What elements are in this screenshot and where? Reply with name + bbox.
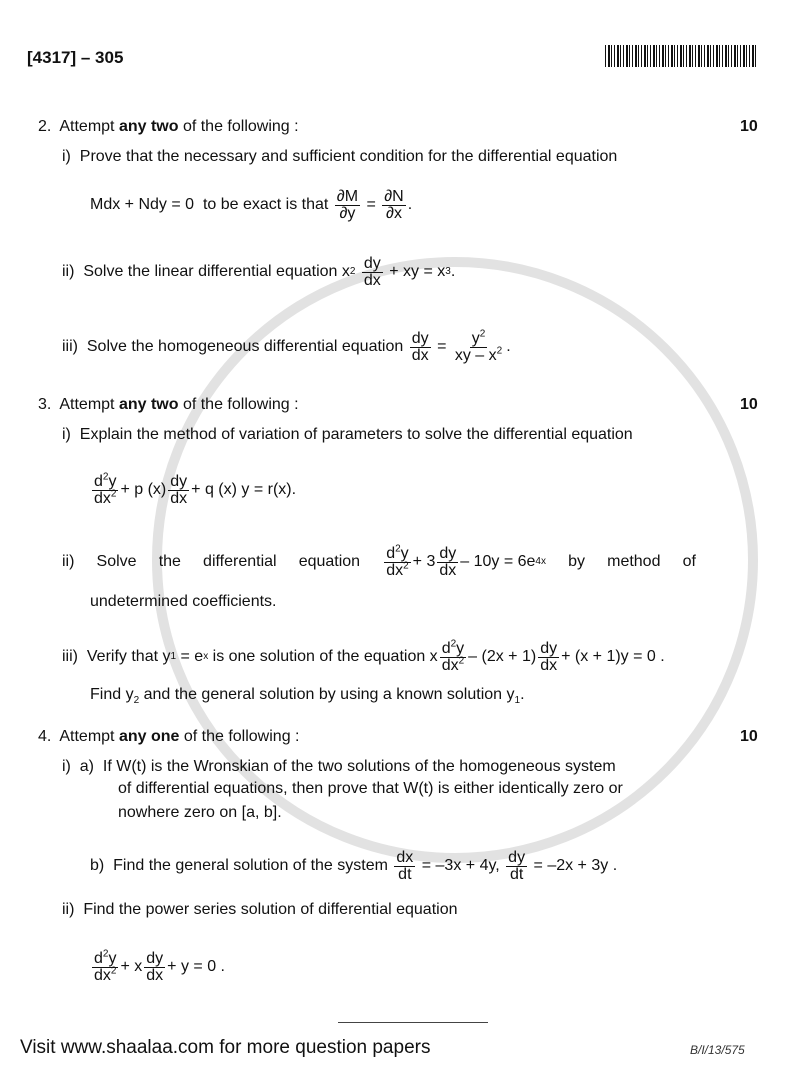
question-line bbox=[62, 900, 457, 920]
numerator bbox=[538, 641, 559, 658]
fraction bbox=[506, 850, 527, 883]
superscript: 2 bbox=[450, 638, 457, 650]
superscript: 2 bbox=[458, 655, 465, 667]
fraction bbox=[440, 638, 466, 674]
text-run: ∂x bbox=[386, 204, 402, 222]
numerator bbox=[506, 850, 527, 867]
text-run: y bbox=[456, 639, 465, 657]
text-run: dx bbox=[94, 966, 111, 984]
text-run: d bbox=[94, 472, 103, 490]
denominator bbox=[144, 968, 165, 984]
superscript: 2 bbox=[395, 543, 401, 555]
denominator bbox=[337, 206, 357, 222]
denominator bbox=[437, 563, 458, 579]
text-run: undetermined coefficients. bbox=[90, 593, 277, 610]
marks: 10 bbox=[740, 728, 758, 745]
text-run: i) Prove that the necessary and sufficient condition for the differential equation bbox=[62, 148, 618, 165]
numerator bbox=[470, 328, 488, 348]
text-run: dx bbox=[146, 966, 164, 984]
text-run: ∂N bbox=[384, 187, 404, 205]
text-run: ii) bbox=[62, 553, 75, 570]
question-line bbox=[62, 757, 616, 777]
text-run: dy bbox=[508, 848, 526, 866]
text-run: 4. Attempt bbox=[38, 728, 119, 745]
superscript: 2 bbox=[110, 965, 117, 977]
fraction bbox=[384, 543, 410, 579]
denominator bbox=[410, 348, 431, 364]
text-run: + x bbox=[120, 958, 143, 975]
fraction bbox=[382, 189, 405, 222]
numerator bbox=[394, 850, 415, 867]
question-line: iii) Verify that y 1 = e x is one solution of the equation x $\frac{d^2y}{dx^2}$ – (2x + 1) $\frac{dy}{dx}$ + (x + 1)y = 0 . bbox=[62, 638, 665, 674]
superscript: 2 bbox=[403, 560, 409, 572]
barcode bbox=[605, 45, 758, 67]
bold-text: any one bbox=[118, 728, 180, 745]
text-run: y bbox=[108, 949, 117, 967]
text-run bbox=[355, 262, 359, 282]
numerator bbox=[362, 256, 383, 273]
denominator bbox=[384, 560, 410, 579]
bold-text: any two bbox=[118, 396, 179, 413]
text-run: dy bbox=[170, 472, 188, 490]
question-line bbox=[62, 425, 633, 445]
superscript: 2 bbox=[479, 328, 486, 340]
text-run: ∂y bbox=[339, 204, 356, 222]
text-run: + 3 bbox=[412, 553, 436, 570]
superscript: 2 bbox=[102, 948, 109, 960]
numerator bbox=[382, 189, 405, 206]
text-run: dx bbox=[363, 271, 381, 289]
text-run: nowhere zero on [a, b]. bbox=[118, 804, 282, 821]
question-line bbox=[38, 117, 299, 137]
text-run: + (x + 1)y = 0 . bbox=[561, 648, 665, 665]
text-run: ∂M bbox=[336, 187, 359, 205]
fraction bbox=[144, 951, 165, 984]
text-run: equation bbox=[298, 553, 361, 570]
text-run: xy – x bbox=[454, 346, 497, 364]
text-run: by bbox=[568, 553, 585, 570]
text-run: ii) Solve the linear differential equation x bbox=[62, 263, 350, 280]
text-run: dx bbox=[411, 346, 429, 364]
text-run: . bbox=[520, 686, 525, 703]
text-run: . bbox=[506, 338, 511, 355]
denominator bbox=[396, 867, 413, 883]
text-run: = e bbox=[176, 648, 204, 665]
question-line bbox=[90, 188, 412, 222]
fraction bbox=[168, 474, 189, 507]
text-run: = –3x + 4y, bbox=[417, 857, 505, 874]
text-run: d bbox=[441, 639, 451, 657]
fraction bbox=[335, 189, 360, 222]
fraction bbox=[394, 850, 415, 883]
fraction bbox=[92, 471, 118, 507]
text-run: dx bbox=[396, 848, 414, 866]
text-run: dx bbox=[540, 656, 558, 674]
text-run: dy bbox=[411, 329, 429, 347]
text-run: the bbox=[158, 553, 181, 570]
text-run: dx bbox=[386, 561, 404, 579]
fraction bbox=[437, 546, 458, 579]
text-run: . bbox=[407, 196, 413, 213]
superscript: 2 bbox=[102, 471, 109, 483]
subscript: 1 bbox=[514, 695, 521, 707]
question-line bbox=[90, 685, 525, 705]
text-run: . bbox=[450, 263, 456, 280]
text-run: of the following : bbox=[178, 396, 299, 413]
text-run: dx bbox=[94, 489, 111, 507]
paper-code bbox=[27, 48, 123, 68]
fraction bbox=[538, 641, 559, 674]
text-run: + q (x) y = r(x). bbox=[191, 481, 297, 498]
text-run: d bbox=[94, 949, 103, 967]
subscript: 2 bbox=[133, 695, 140, 707]
text-run: dy bbox=[146, 949, 164, 967]
fraction bbox=[453, 328, 504, 364]
question-line: ii) Solve the linear differential equation x 2 $\frac{dy}{dx}$ + xy = x 3 . bbox=[62, 254, 456, 289]
text-run: iii) Verify that y bbox=[62, 648, 171, 665]
marks: 10 bbox=[740, 396, 758, 413]
text-run: = bbox=[432, 338, 451, 355]
text-run: – (2x + 1) bbox=[468, 648, 537, 665]
text-run: Solve bbox=[96, 553, 137, 570]
text-run: y bbox=[400, 544, 409, 562]
text-run: y bbox=[471, 329, 480, 347]
text-run: + y = 0 . bbox=[167, 958, 225, 975]
math-group: $\frac{d^2y}{dx^2}$ + 3 $\frac{dy}{dx}$ – 10y = 6e 4x bbox=[386, 543, 546, 579]
question-line bbox=[118, 779, 623, 799]
text-run: = –2x + 3y . bbox=[529, 857, 618, 874]
question-line bbox=[38, 727, 299, 747]
text-run: i) Explain the method of variation of parameters to solve the differential equation bbox=[62, 426, 633, 443]
footer-ref: B/I/13/575 bbox=[690, 1043, 745, 1057]
text-run: – 10y = 6e bbox=[460, 553, 536, 570]
denominator bbox=[362, 273, 383, 289]
question-line bbox=[90, 849, 617, 883]
question-line bbox=[90, 473, 296, 507]
text-run: dt bbox=[398, 865, 412, 883]
text-run: Mdx + Ndy = 0 to be exact is that bbox=[90, 196, 333, 213]
question-line bbox=[62, 147, 617, 167]
question-line bbox=[90, 950, 225, 984]
denominator bbox=[168, 491, 189, 507]
numerator bbox=[335, 189, 360, 206]
question-line bbox=[38, 395, 299, 415]
text-run: dx bbox=[441, 656, 459, 674]
text-run: of the following : bbox=[179, 728, 300, 745]
denominator bbox=[538, 658, 559, 674]
text-run: i) a) If W(t) is the Wronskian of the two solutions of the homogeneous system bbox=[62, 758, 616, 775]
text-run: + xy = x bbox=[384, 263, 446, 280]
text-run: 2. Attempt bbox=[38, 118, 119, 135]
text-run: dy bbox=[363, 254, 381, 272]
text-run: dx bbox=[170, 489, 188, 507]
numerator bbox=[168, 474, 189, 491]
question-line bbox=[118, 803, 282, 823]
text-run: Find y bbox=[90, 686, 134, 703]
text-run: is one solution of the equation x bbox=[208, 648, 438, 665]
end-rule bbox=[338, 1022, 488, 1023]
text-run: of bbox=[682, 553, 696, 570]
denominator bbox=[92, 965, 118, 984]
denominator bbox=[453, 345, 504, 364]
text-run: iii) Solve the homogeneous differential equation bbox=[62, 338, 408, 355]
text-run: + p (x) bbox=[120, 481, 167, 498]
text-run: dy bbox=[439, 544, 457, 562]
numerator bbox=[437, 546, 458, 563]
superscript: 2 bbox=[496, 345, 503, 357]
text-run: and the general solution by using a known solution y bbox=[139, 686, 515, 703]
footer-visit-text: Visit www.shaalaa.com for more question papers bbox=[20, 1037, 431, 1058]
denominator bbox=[508, 867, 525, 883]
question-line bbox=[62, 545, 696, 579]
bold-text: any two bbox=[118, 118, 179, 135]
text-run: dy bbox=[540, 639, 558, 657]
text-run: d bbox=[386, 544, 396, 562]
text-run: [4317] – 305 bbox=[27, 48, 124, 67]
text-run: of the following : bbox=[178, 118, 299, 135]
text-run: = bbox=[362, 196, 381, 213]
text-run: differential bbox=[203, 553, 277, 570]
text-run: of differential equations, then prove that W(t) is either identically zero or bbox=[118, 780, 623, 797]
marks: 10 bbox=[740, 118, 758, 135]
superscript: 2 bbox=[110, 488, 117, 500]
text-run: method bbox=[607, 553, 661, 570]
text-run: ii) Find the power series solution of differential equation bbox=[62, 901, 458, 918]
text-run: dt bbox=[509, 865, 524, 883]
fraction bbox=[92, 948, 118, 984]
numerator bbox=[410, 331, 431, 348]
text-run: y bbox=[108, 472, 117, 490]
denominator bbox=[92, 488, 118, 507]
text-run: dx bbox=[439, 561, 457, 579]
question-line bbox=[90, 592, 276, 612]
text-run: b) Find the general solution of the system bbox=[90, 857, 393, 874]
denominator bbox=[440, 655, 466, 674]
question-line bbox=[62, 330, 511, 364]
fraction bbox=[410, 331, 431, 364]
denominator bbox=[384, 206, 404, 222]
numerator bbox=[144, 951, 165, 968]
text-run: 3. Attempt bbox=[38, 396, 119, 413]
fraction bbox=[362, 256, 383, 289]
